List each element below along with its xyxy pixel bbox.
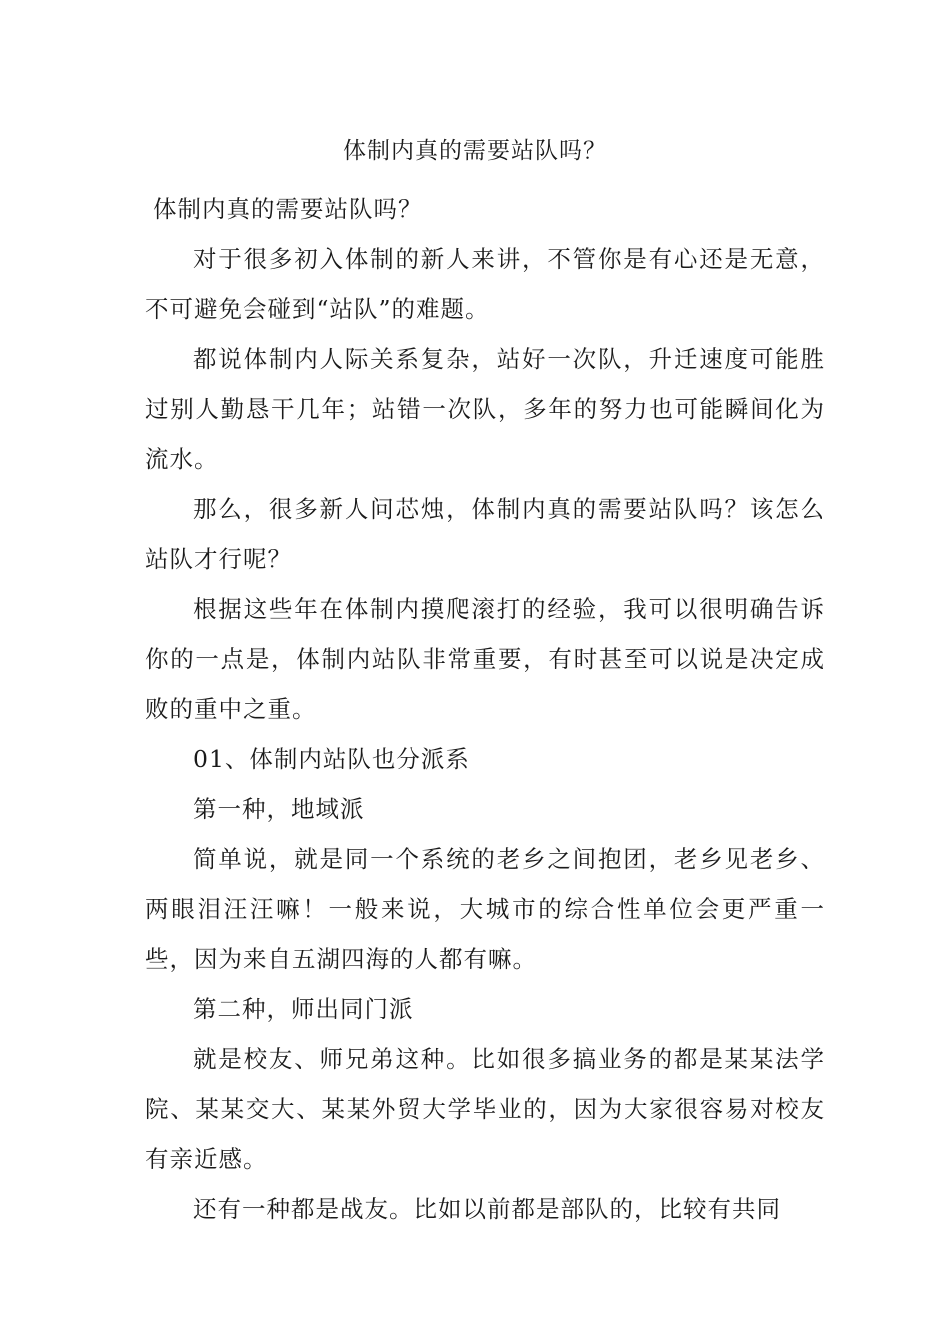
paragraph: 那么，很多新人问芯烛，体制内真的需要站队吗？该怎么站队才行呢？ xyxy=(145,495,825,573)
subsection-heading: 第一种，地域派 xyxy=(193,795,365,823)
paragraph: 就是校友、师兄弟这种。比如很多搞业务的都是某某法学院、某某交大、某某外贸大学毕业的，因为大家很容易对校友有亲近感。 xyxy=(145,1045,825,1173)
section-heading: 01、体制内站队也分派系 xyxy=(193,745,470,773)
paragraph: 都说体制内人际关系复杂，站好一次队，升迁速度可能胜过别人勤恳干几年；站错一次队，多年的努力也可能瞬间化为流水。 xyxy=(145,345,825,473)
subsection-heading: 第二种，师出同门派 xyxy=(193,995,414,1023)
paragraph: 根据这些年在体制内摸爬滚打的经验，我可以很明确告诉你的一点是，体制内站队非常重要，有时甚至可以说是决定成败的重中之重。 xyxy=(145,595,825,723)
paragraph-subtitle: 体制内真的需要站队吗？ xyxy=(153,195,423,223)
paragraph: 还有一种都是战友。比如以前都是部队的，比较有共同 xyxy=(193,1195,781,1223)
document-title: 体制内真的需要站队吗？ xyxy=(343,138,607,164)
document-body xyxy=(145,184,825,1234)
paragraph: 简单说，就是同一个系统的老乡之间抱团，老乡见老乡、两眼泪汪汪嘛！一般来说，大城市的综合性单位会更严重一些，因为来自五湖四海的人都有嘛。 xyxy=(145,845,825,973)
paragraph: 对于很多初入体制的新人来讲，不管你是有心还是无意，不可避免会碰到“站队”的难题。 xyxy=(145,245,825,323)
